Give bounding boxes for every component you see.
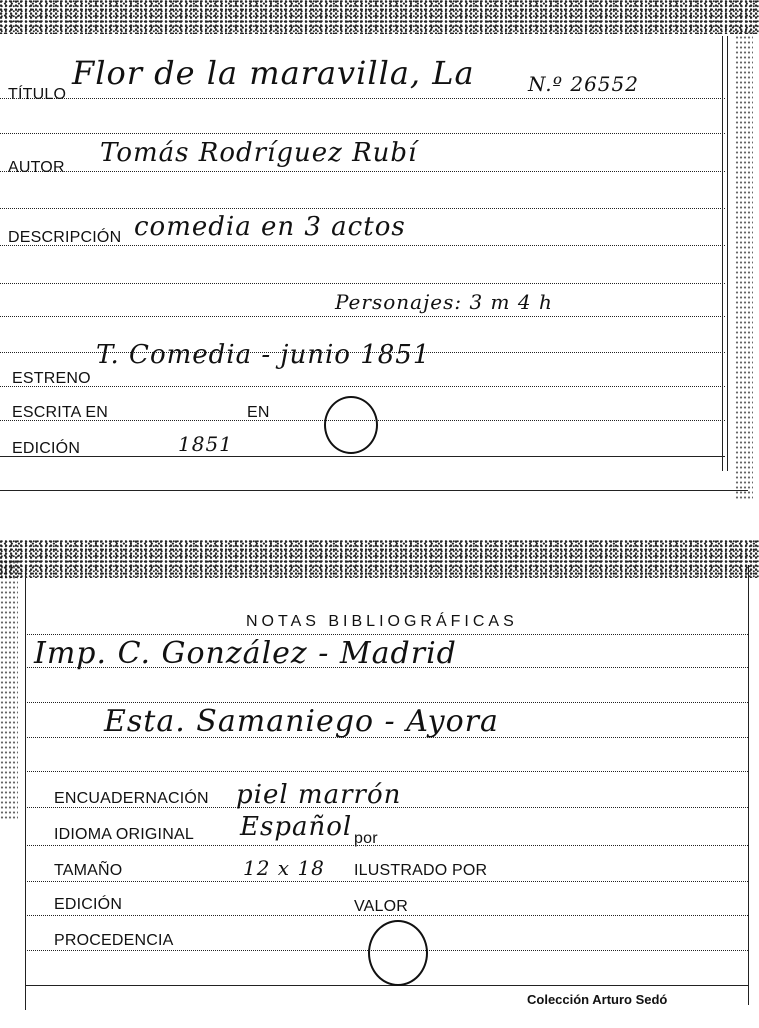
ruled-line [25,845,748,846]
card-right-border-2 [727,36,728,471]
catalog-card-top [0,0,759,500]
titulo-label: TÍTULO [8,86,67,103]
edicion-label-2: EDICIÓN [54,896,123,913]
ruled-line [25,771,748,772]
escrita-en-label: ESCRITA EN [12,404,108,421]
valor-label: VALOR [354,898,409,915]
edicion-label: EDICIÓN [12,440,81,457]
en-label: EN [247,404,270,421]
punch-hole-circle [368,920,428,986]
ilustrado-label: ILUSTRADO POR [354,862,488,879]
registro-number: N.º 26552 [528,72,639,96]
notes-line-2: Esta. Samaniego - Ayora [104,704,499,739]
ruled-line [0,283,725,284]
ruled-line [0,171,725,172]
idioma-label: IDIOMA ORIGINAL [54,826,194,843]
notas-heading: NOTAS BIBLIOGRÁFICAS [246,613,518,630]
ruled-line [25,634,748,635]
ruled-line [0,386,725,387]
punch-hole-circle [324,396,378,454]
edicion-value: 1851 [178,432,233,456]
tamano-label: TAMAÑO [54,862,123,879]
procedencia-label: PROCEDENCIA [54,932,174,949]
autor-value: Tomás Rodríguez Rubí [100,138,418,168]
card-right-border [722,36,723,471]
estreno-value: T. Comedia - junio 1851 [96,340,431,370]
personajes-note: Personajes: 3 m 4 h [335,290,553,314]
card-bottom-edge [0,490,748,491]
ruled-line [25,985,748,986]
scanner-noise-edge-left [0,560,18,820]
titulo-value: Flor de la maravilla, La [72,54,475,92]
encuadernacion-value: piel marrón [236,780,402,810]
ruled-line [0,98,725,99]
ruled-line [25,881,748,882]
ruled-line [25,702,748,703]
ruled-line [0,208,725,209]
scanner-noise-top [0,0,759,34]
scanner-noise-edge [735,30,753,500]
collection-footer: Colección Arturo Sedó [527,992,668,1007]
autor-label: AUTOR [8,159,65,176]
scanner-noise-top [0,540,759,578]
descripcion-label: DESCRIPCIÓN [8,229,122,246]
por-label: por [354,830,378,847]
tamano-value: 12 x 18 [243,856,325,880]
ruled-line [0,456,725,457]
encuadernacion-label: ENCUADERNACIÓN [54,790,209,807]
ruled-line [0,316,725,317]
idioma-value: Español [240,812,353,842]
estreno-label: ESTRENO [12,370,91,387]
card-right-border [748,565,749,1005]
descripcion-value: comedia en 3 actos [134,212,406,242]
notes-line-1: Imp. C. González - Madrid [34,636,457,671]
card-left-border [25,565,26,1010]
ruled-line [0,133,725,134]
